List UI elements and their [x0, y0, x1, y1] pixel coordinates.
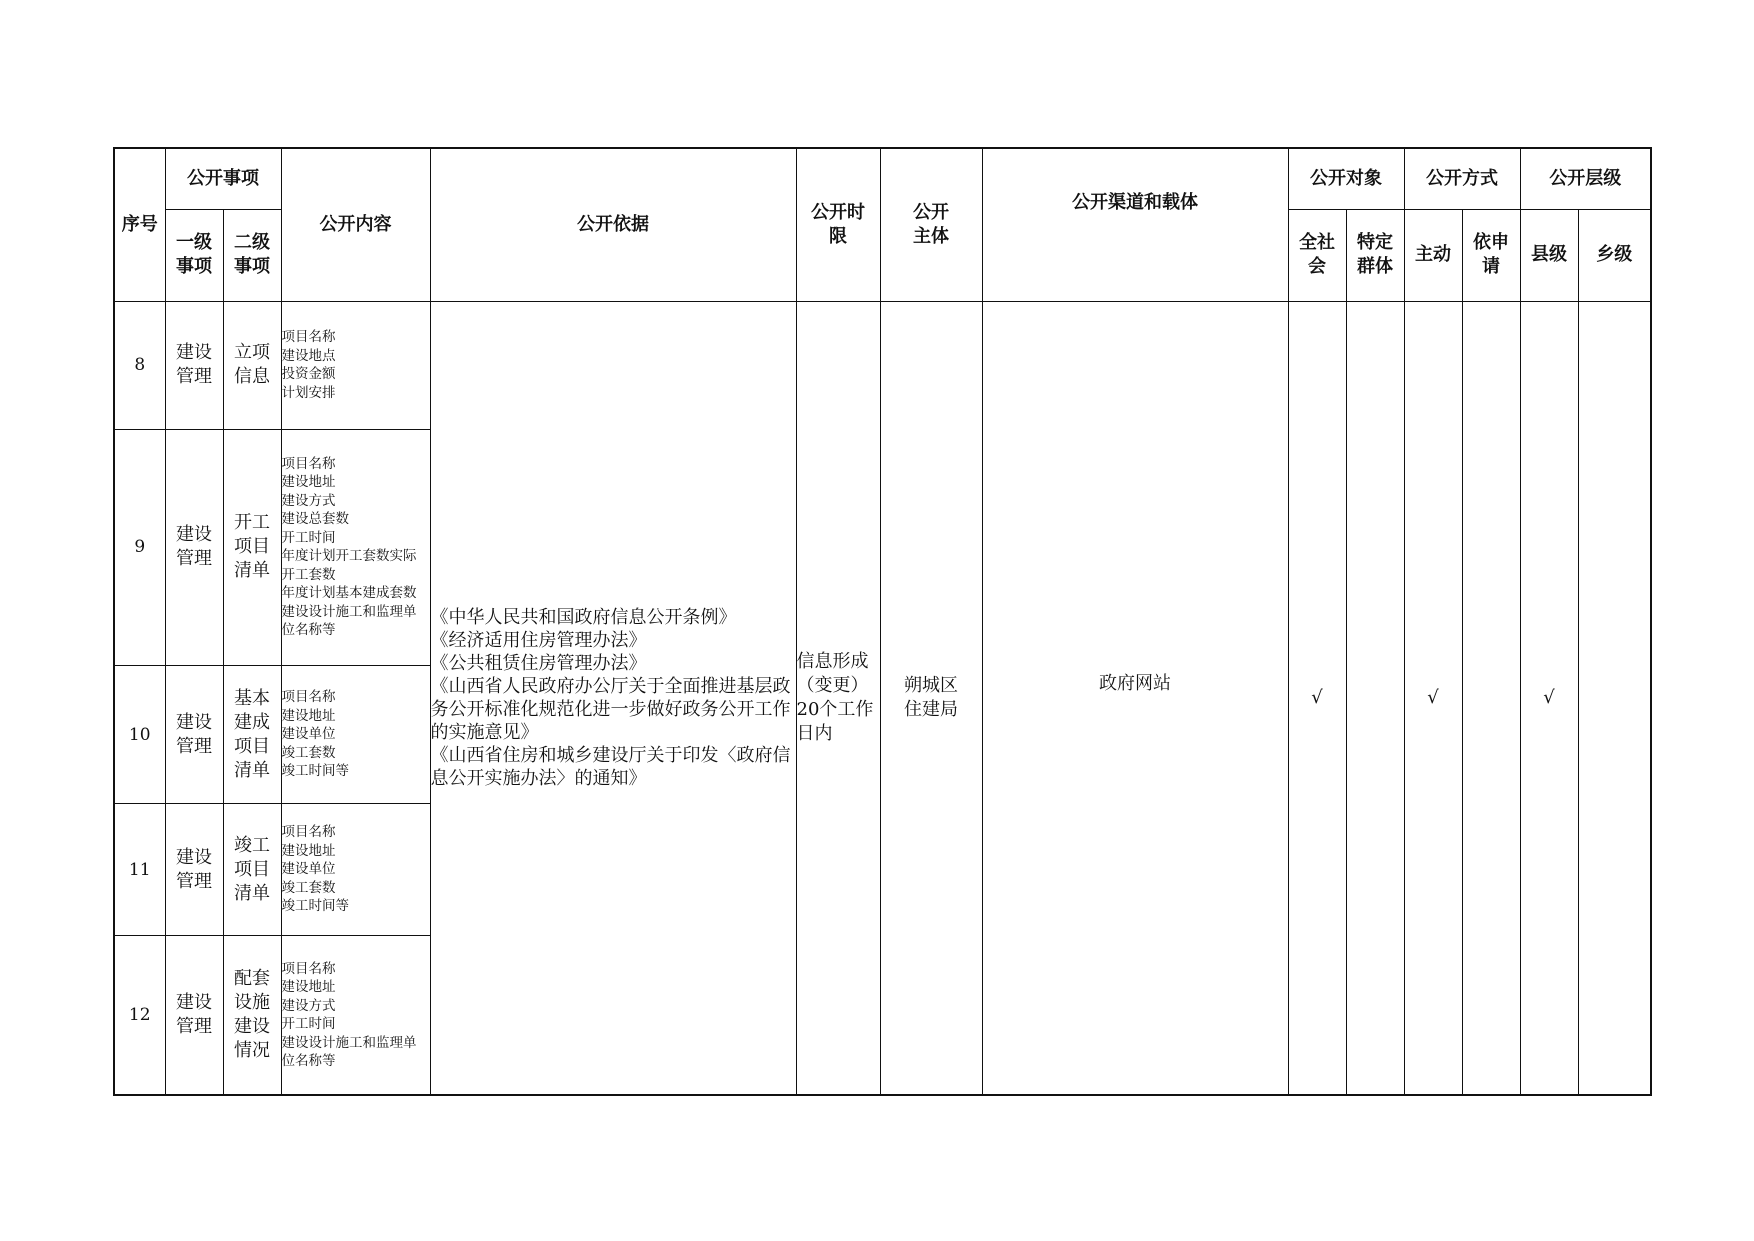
header-level: 公开层级 [1520, 148, 1651, 209]
header-channel: 公开渠道和载体 [982, 148, 1288, 301]
row-content: 项目名称 建设地址 建设单位 竣工套数 竣工时间等 [281, 666, 430, 804]
header-time-limit: 公开时限 [796, 148, 880, 301]
row-level1: 建设管理 [165, 936, 223, 1095]
disclosure-table [113, 147, 1652, 1096]
row-seq: 10 [114, 666, 165, 804]
row-level1: 建设管理 [165, 429, 223, 665]
time-limit: 信息形成（变更）20个工作日内 [796, 301, 880, 1095]
header-audience-all: 全社会 [1288, 209, 1346, 301]
row-level2: 立项信息 [223, 301, 281, 429]
row-content: 项目名称 建设地址 建设单位 竣工套数 竣工时间等 [281, 804, 430, 936]
row-seq: 9 [114, 429, 165, 665]
row-seq: 12 [114, 936, 165, 1095]
row-content: 项目名称 建设地点 投资金额 计划安排 [281, 301, 430, 429]
row-seq: 8 [114, 301, 165, 429]
header-method: 公开方式 [1404, 148, 1520, 209]
row-level1: 建设管理 [165, 301, 223, 429]
row-level2: 配套设施建设情况 [223, 936, 281, 1095]
level-county-check: √ [1520, 301, 1578, 1095]
disclosure-basis: 《中华人民共和国政府信息公开条例》 《经济适用住房管理办法》 《公共租赁住房管理办法》 《山西省人民政府办公厅关于全面推进基层政务公开标准化规范化进一步做好政务公开工作的实施意见》 《山西省住房和城乡建设厅关于印发〈政府信息公开实施办法〉的通知》 [430, 301, 796, 1095]
row-seq: 11 [114, 804, 165, 936]
audience-specific-check [1346, 301, 1404, 1095]
disclosure-channel: 政府网站 [982, 301, 1288, 1095]
header-subject: 公开主体 [880, 148, 982, 301]
disclosure-subject: 朔城区住建局 [880, 301, 982, 1095]
table-row [114, 301, 1651, 429]
level-town-check [1578, 301, 1651, 1095]
header-audience: 公开对象 [1288, 148, 1404, 209]
row-content: 项目名称 建设地址 建设方式 建设总套数 开工时间 年度计划开工套数实际开工套数 年度计划基本建成套数 建设设计施工和监理单位名称等 [281, 429, 430, 665]
header-level-town: 乡级 [1578, 209, 1651, 301]
row-level2: 基本建成项目清单 [223, 666, 281, 804]
header-seq: 序号 [114, 148, 165, 301]
audience-all-check: √ [1288, 301, 1346, 1095]
row-level1: 建设管理 [165, 804, 223, 936]
row-level2: 竣工项目清单 [223, 804, 281, 936]
header-level1: 一级事项 [165, 209, 223, 301]
header-content: 公开内容 [281, 148, 430, 301]
header-audience-specific: 特定群体 [1346, 209, 1404, 301]
header-level2: 二级事项 [223, 209, 281, 301]
row-level1: 建设管理 [165, 666, 223, 804]
method-request-check [1462, 301, 1520, 1095]
row-content: 项目名称 建设地址 建设方式 开工时间 建设设计施工和监理单位名称等 [281, 936, 430, 1095]
header-method-active: 主动 [1404, 209, 1462, 301]
header-basis: 公开依据 [430, 148, 796, 301]
header-item: 公开事项 [165, 148, 281, 209]
header-level-county: 县级 [1520, 209, 1578, 301]
method-active-check: √ [1404, 301, 1462, 1095]
row-level2: 开工项目清单 [223, 429, 281, 665]
header-method-request: 依申请 [1462, 209, 1520, 301]
